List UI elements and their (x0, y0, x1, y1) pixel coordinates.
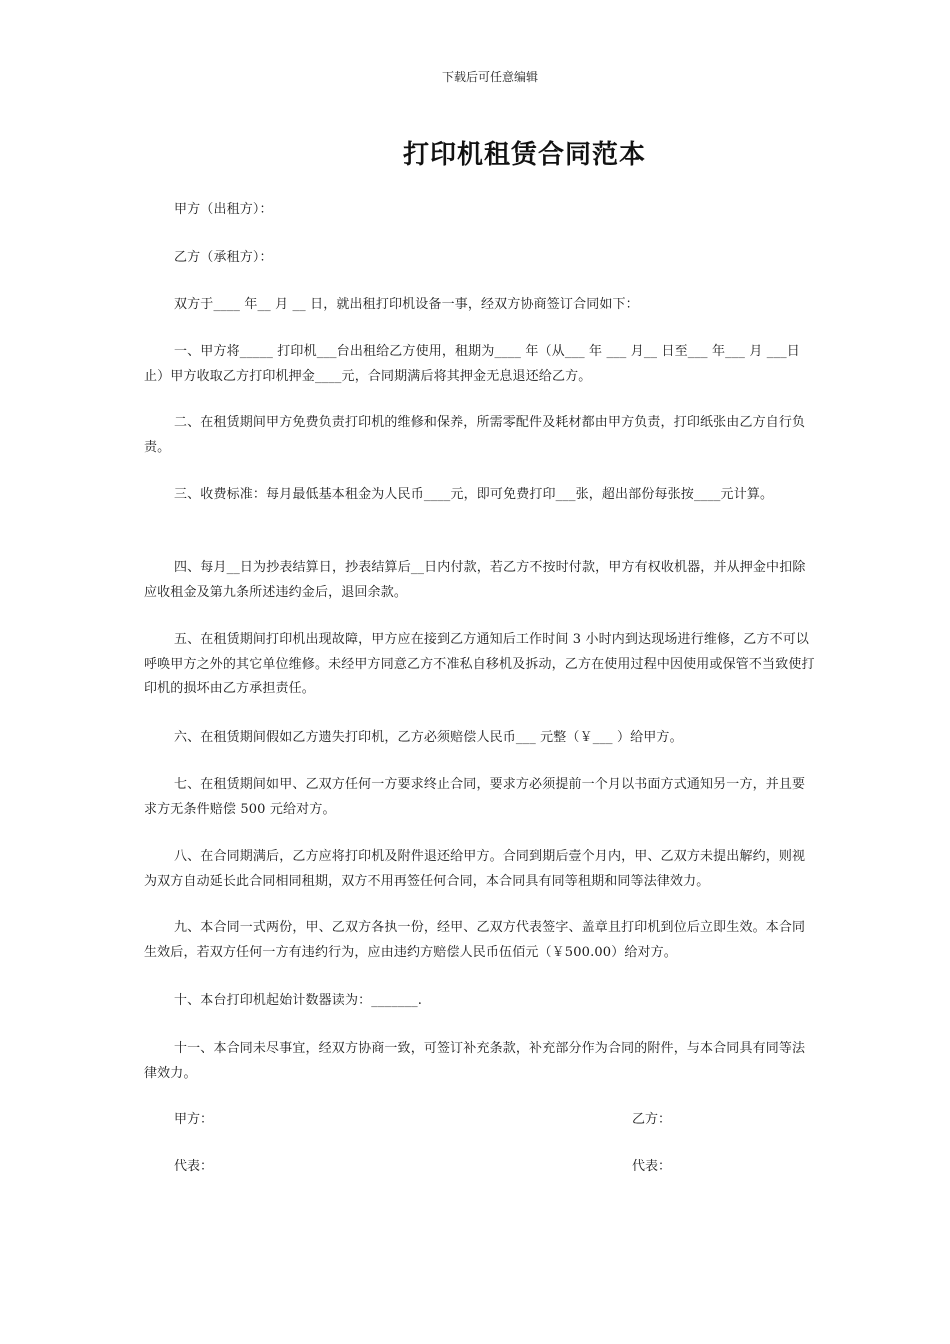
clause-6: 六、在租赁期间假如乙方遗失打印机，乙方必须赔偿人民币___ 元整（￥___ ）给甲方。 (174, 730, 683, 745)
clause-2: 二、在租赁期间甲方免费负责打印机的维修和保养，所需零配件及耗材都由甲方负责，打印纸张由乙方自行负责。 (144, 415, 806, 455)
clause-1: 一、甲方将_____ 打印机___台出租给乙方使用，租期为____ 年（从___ 年 ___ 月__ 日至___ 年___ 月 ___日止）甲方收取乙方打印机押金____元，合同期满后将其押金无息退还给乙方。 (144, 344, 800, 384)
clause-4: 四、每月__日为抄表结算日，抄表结算后__日内付款，若乙方不按时付款，甲方有权收机器，并从押金中扣除应收租金及第九条所述违约金后，退回余款。 (144, 560, 806, 600)
clause-7: 七、在租赁期间如甲、乙双方任何一方要求终止合同，要求方必须提前一个月以书面方式通知另一方，并且要求方无条件赔偿 500 元给对方。 (144, 777, 806, 817)
clause-9: 九、本合同一式两份，甲、乙双方各执一份，经甲、乙双方代表签字、盖章且打印机到位后立即生效。本合同生效后，若双方任何一方有违约行为，应由违约方赔偿人民币伍佰元（￥500.00）给对方。 (144, 920, 806, 960)
signature-rep-b: 代表： (632, 1159, 672, 1174)
clause-11: 十一、本合同未尽事宜，经双方协商一致，可签订补充条款，补充部分作为合同的附件，与本合同具有同等法律效力。 (144, 1041, 806, 1081)
clause-3: 三、收费标准：每月最低基本租金为人民币____元，即可免费打印___张，超出部份每张按____元计算。 (174, 487, 774, 502)
clause-5: 五、在租赁期间打印机出现故障，甲方应在接到乙方通知后工作时间 3 小时内到达现场进行维修，乙方不可以呼唤甲方之外的其它单位维修。未经甲方同意乙方不准私自移机及拆动，乙方在使用过程中因使用或保管不当致使打印机的损坏由乙方承担责任。 (144, 632, 815, 696)
clause-10: 十、本台打印机起始计数器读为：_______. (174, 993, 423, 1008)
signature-rep-a: 代表： (174, 1159, 214, 1174)
signature-party-a: 甲方： (174, 1112, 214, 1127)
intro-paragraph: 双方于____ 年__ 月 __ 日，就出租打印机设备一事，经双方协商签订合同如下： (174, 297, 639, 312)
signature-party-b: 乙方： (632, 1112, 672, 1127)
party-a-line: 甲方（出租方）： (174, 202, 273, 217)
clause-8: 八、在合同期满后，乙方应将打印机及附件退还给甲方。合同到期后壹个月内，甲、乙双方未提出解约，则视为双方自动延长此合同相同租期，双方不用再签任何合同，本合同具有同等租期和同等法律效力。 (144, 849, 806, 889)
header-note: 下载后可任意编辑 (441, 70, 538, 84)
document-title: 打印机租赁合同范本 (403, 140, 647, 170)
party-b-line: 乙方（承租方）： (174, 250, 273, 265)
